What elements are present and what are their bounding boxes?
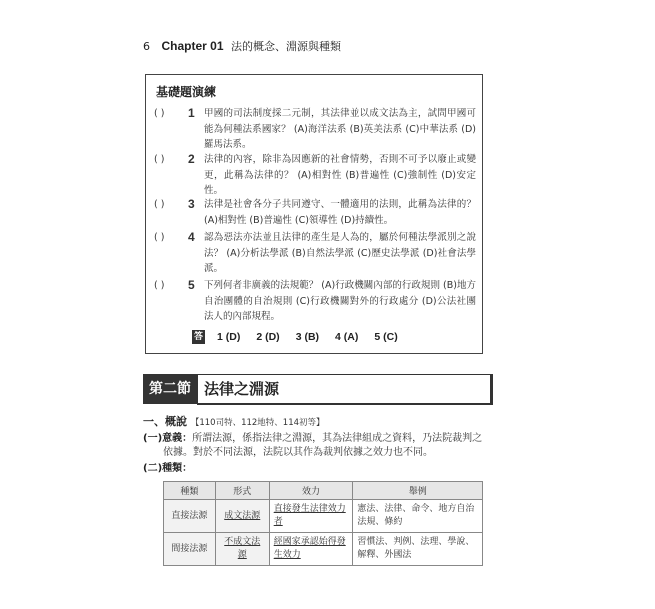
cell-kind: 間接法源 — [164, 533, 216, 566]
table-row — [164, 500, 483, 533]
cell-examples: 習慣法、判例、法理、學說、解釋、外國法 — [353, 533, 483, 566]
chapter-label: Chapter 01 — [161, 39, 224, 53]
question-text: 法律是社會各分子共同遵守、一體適用的法則，此稱為法律的？ (A)相對性 (B)普遍性 (C)領導性 (D)持續性。 — [204, 199, 476, 226]
question-number: 1 — [188, 106, 195, 120]
cell-examples: 憲法、法律、命令、地方自治法規、條約 — [353, 500, 483, 533]
section-banner — [143, 374, 486, 404]
answer-item: 5 (C) — [374, 331, 398, 343]
meaning-paragraph — [143, 432, 482, 446]
cell-effect: 經國家承認始得發生效力 — [269, 533, 353, 566]
page-header — [143, 38, 341, 54]
answer-item: 4 (A) — [335, 331, 359, 343]
cell-kind: 直接法源 — [164, 500, 216, 533]
section-title: 法律之淵源 — [197, 374, 493, 405]
table-row — [164, 533, 483, 566]
answer-badge: 答 — [193, 332, 203, 342]
kinds-heading — [143, 462, 192, 476]
question-text: 法律的內容，除非為因應新的社會情勢，否則不可予以廢止或變更，此稱為法律的？ (A)相對性 (B)普遍性 (C)強制性 (D)安定性。 — [204, 154, 476, 196]
source-types-table — [163, 481, 483, 566]
answer-item: 3 (B) — [295, 331, 320, 343]
question-number: 2 — [188, 152, 195, 166]
meaning-text-line1: 所謂法源，係指法律之淵源，其為法律組成之資料，乃法院裁判之 — [192, 433, 483, 444]
question-text: 下列何者非廣義的法規範？ (A)行政機關內部的行政規則 (B)地方自治團體的自治規則 (C)行政機關對外的行政處分 (D)公法社團法人的內部規程。 — [204, 280, 476, 322]
answer-blank: ( ) — [154, 154, 165, 165]
cell-form: 不成文法源 — [215, 533, 269, 566]
exercise-title: 基礎題演練 — [156, 85, 217, 99]
section-label: 第二節 — [143, 374, 197, 404]
answer-item: 1 (D) — [217, 331, 241, 343]
question-text: 甲國的司法制度採二元制，其法律並以成文法為主，試問甲國可能為何種法系國家？ (A)海洋法系 (B)英美法系 (C)中華法系 (D)羅馬法系。 — [204, 108, 476, 150]
meaning-paragraph-cont — [163, 446, 433, 460]
col-header-form: 形式 — [215, 482, 269, 500]
meaning-text-line2: 依據。對於不同法源，法院以其作為裁判依據之效力也不同。 — [163, 447, 433, 458]
answer-blank: ( ) — [154, 232, 165, 243]
kinds-label: (二)種類： — [143, 463, 193, 474]
answer-blank: ( ) — [154, 108, 165, 119]
overview-heading — [143, 413, 325, 429]
col-header-kind: 種類 — [164, 482, 216, 500]
chapter-title: 法的概念、淵源與種類 — [231, 40, 342, 53]
cell-form: 成文法源 — [215, 500, 269, 533]
meaning-label: (一)意義： — [143, 433, 193, 444]
question-number: 5 — [188, 278, 195, 292]
col-header-effect: 效力 — [269, 482, 353, 500]
exercise-box — [145, 74, 483, 354]
answer-item: 2 (D) — [256, 331, 280, 343]
col-header-examples: 舉例 — [353, 482, 483, 500]
table-header-row — [164, 482, 483, 500]
page-number: 6 — [143, 40, 150, 53]
question-number: 3 — [188, 197, 195, 211]
question-text: 認為惡法亦法並且法律的產生是人為的，屬於何種法學派別之說法？ (A)分析法學派 (B)自然法學派 (C)歷史法學派 (D)社會法學派。 — [204, 232, 476, 274]
answer-blank: ( ) — [154, 199, 165, 210]
answer-key — [192, 330, 414, 344]
cell-effect: 直接發生法律效力者 — [269, 500, 353, 533]
answer-blank: ( ) — [154, 280, 165, 291]
overview-title: 一、概說 — [143, 415, 187, 428]
question-number: 4 — [188, 230, 195, 244]
exam-tags: 【110司特、112地特、114初等】 — [190, 418, 325, 428]
